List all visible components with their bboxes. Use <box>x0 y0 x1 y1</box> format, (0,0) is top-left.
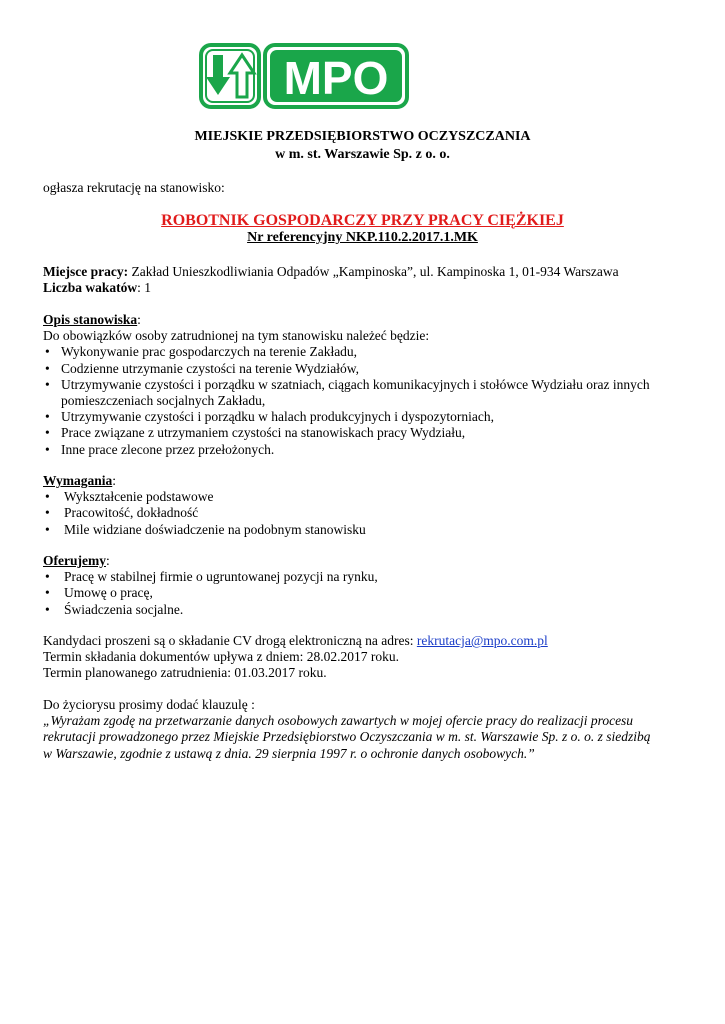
list-item: • Codzienne utrzymanie czystości na terenie Wydziałów, <box>43 361 693 377</box>
list-item: • Umowę o pracę, <box>43 585 693 601</box>
deadline-line: Termin składania dokumentów upływa z dniem: 28.02.2017 roku. <box>43 649 399 665</box>
job-details <box>43 264 693 296</box>
list-item: • Utrzymywanie czystości i porządku w halach produkcyjnych i dyspozytorniach, <box>43 409 693 425</box>
vacancies-line <box>43 280 693 296</box>
contact-section <box>43 633 703 682</box>
clause-line3: w Warszawie, zgodnie z ustawą z dnia. 29 sierpnia 1997 r. o ochronie danych osobowych.” <box>43 745 535 761</box>
list-item: • Mile widziane doświadczenie na podobnym stanowisku <box>43 522 693 538</box>
company-name-line2: w m. st. Warszawie Sp. z o. o. <box>275 147 450 162</box>
workplace-value: Zakład Unieszkodliwiania Odpadów „Kampinoska”, ul. Kampinoska 1, 01-934 Warszawa <box>128 264 619 279</box>
contact-text: Kandydaci proszeni są o składanie CV drogą elektroniczną na adres: <box>43 633 417 648</box>
logo-text: MPO <box>283 52 389 104</box>
announcement-intro: ogłasza rekrutację na stanowisko: <box>43 180 225 195</box>
clause-line2: rekrutacji prowadzonego przez Miejskie Przedsiębiorstwo Oczyszczania w m. st. Warszawie Sp. z o. o. z siedzibą <box>43 729 651 745</box>
requirements-heading: Wymagania <box>43 473 113 488</box>
list-item: • Utrzymywanie czystości i porządku w szatniach, ciągach komunikacyjnych i stołówce Wydziału oraz innych pomieszczeniach socjalnych Zakładu, <box>43 377 693 409</box>
job-title: ROBOTNIK GOSPODARCZY PRZY PRACY CIĘŻKIEJ <box>161 212 564 229</box>
employment-date-line: Termin planowanego zatrudnienia: 01.03.2017 roku. <box>43 665 327 681</box>
list-item: • Inne prace zlecone przez przełożonych. <box>43 442 693 458</box>
duties-list <box>43 344 693 457</box>
workplace-label: Miejsce pracy: <box>43 264 129 279</box>
vacancies-value: : 1 <box>137 280 152 296</box>
description-heading: Opis stanowiska <box>43 312 138 327</box>
clause-line1: „Wyrażam zgodę na przetwarzanie danych osobowych zawartych w mojej ofercie pracy do realizacji procesu <box>43 713 634 729</box>
workplace-line <box>43 264 693 280</box>
offer-heading: Oferujemy <box>43 553 106 568</box>
vacancies-label: Liczba wakatów <box>43 280 138 296</box>
clause-section <box>43 697 713 762</box>
list-item: • Wykonywanie prac gospodarczych na terenie Zakładu, <box>43 344 693 360</box>
offer-list <box>43 569 693 618</box>
offer-section: Oferujemy: • Pracę w stabilnej firmie o ugruntowanej pozycji na rynku, • Umowę o pracę, • Świadczenia socjalne. <box>43 553 693 618</box>
list-item: • Prace związane z utrzymaniem czystości na stanowiskach pracy Wydziału, <box>43 425 693 441</box>
requirements-list <box>43 489 693 538</box>
clause-intro: Do życiorysu prosimy dodać klauzulę : <box>43 697 255 712</box>
contact-line <box>43 633 703 649</box>
description-intro: Do obowiązków osoby zatrudnionej na tym stanowisku należeć będzie: <box>43 328 430 344</box>
company-name-line1: MIEJSKIE PRZEDSIĘBIORSTWO OCZYSZCZANIA <box>194 129 531 144</box>
description-section: Opis stanowiska: Do obowiązków osoby zatrudnionej na tym stanowisku należeć będzie: • Wykonywanie prac gospodarczych na terenie Zakładu, • Codzienne utrzymanie czystości na terenie Wydziałów, • Utrzymywanie czystości i porządku w szatniach, ciągach komunikacyjnych i stołówce Wydziału oraz innych pomieszczeniach socjalnych Zakładu, • Utrzymywanie czystości i porządku w halach produkcyjnych i dyspozytorniach, • Prace związane z utrzymaniem czystości na stanowiskach pracy Wydziału, • Inne prace zlecone przez przełożonych. <box>43 312 693 458</box>
list-item: • Pracowitość, dokładność <box>43 505 693 521</box>
requirements-section: Wymagania: • Wykształcenie podstawowe • Pracowitość, dokładność • Mile widziane doświadczenie na podobnym stanowisku <box>43 473 693 538</box>
reference-number: Nr referencyjny NKP.110.2.2017.1.MK <box>247 230 478 245</box>
list-item: • Pracę w stabilnej firmie o ugruntowanej pozycji na rynku, <box>43 569 693 585</box>
mpo-logo <box>199 43 409 109</box>
list-item: • Świadczenia socjalne. <box>43 602 693 618</box>
email-link[interactable]: rekrutacja@mpo.com.pl <box>416 633 548 648</box>
list-item: • Wykształcenie podstawowe <box>43 489 693 505</box>
